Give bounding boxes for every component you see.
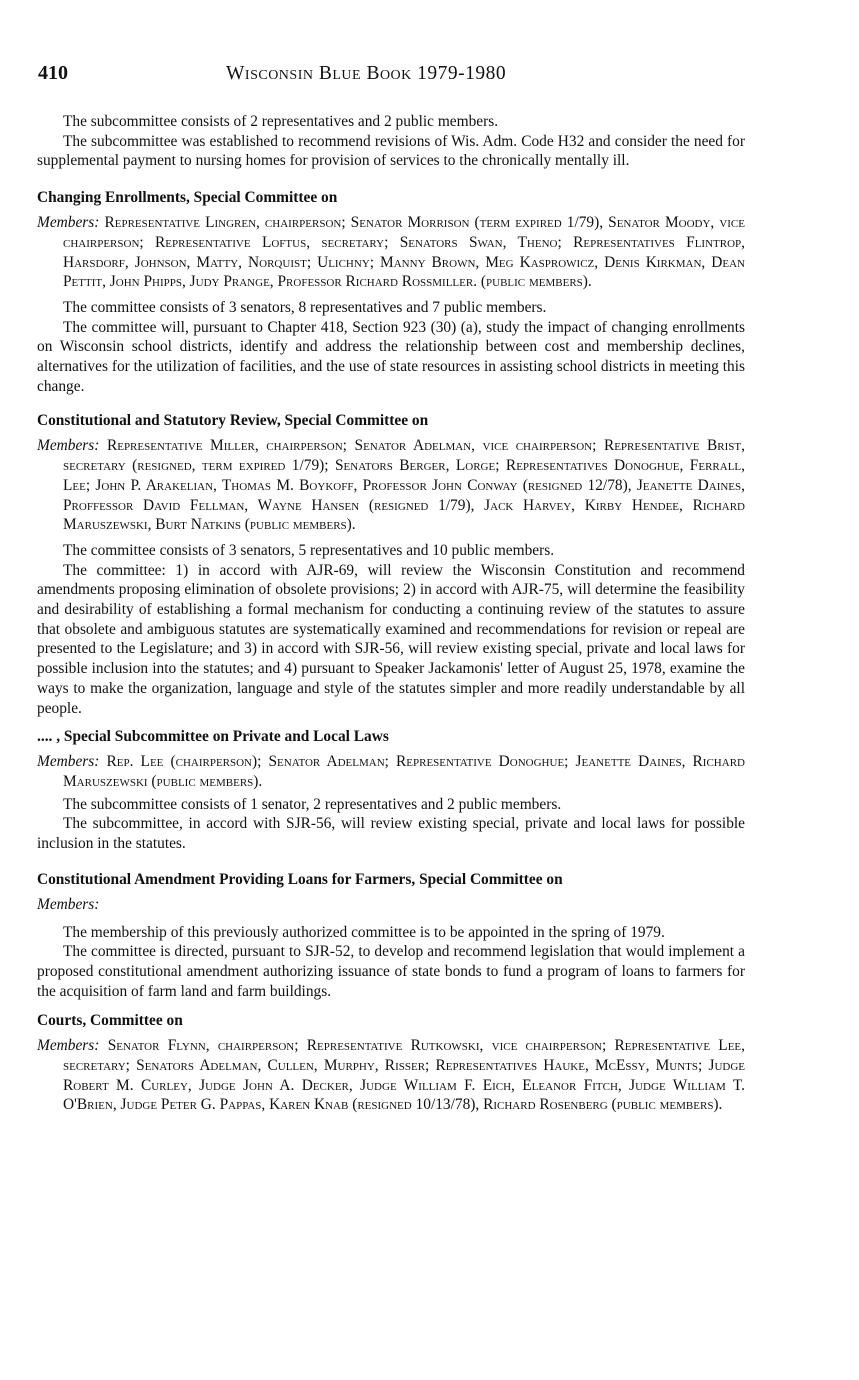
section-heading-courts: Courts, Committee on xyxy=(37,1012,183,1030)
running-title: Wisconsin Blue Book 1979-1980 xyxy=(226,63,507,84)
members-list: Senator Flynn, chairperson; Representative Rutkowski, vice chairperson; Representative Lee, secretary; Senators Adelman, Cullen, Murphy, Risser; Representatives Hauke, McEssy, Munts; Judge Robert M. Curley, Judge John A. Decker, Judge William F. Eich, Eleanor Fitch, Judge William T. O'Brien, Judge Peter G. Pappas, Karen Knab (resigned 10/13/78), Richard Rosenberg (public members). xyxy=(63,1037,745,1114)
page-header xyxy=(37,62,745,92)
members-label: Members: xyxy=(37,214,100,232)
enroll-purpose: The committee will, pursuant to Chapter 418, Section 923 (30) (a), study the impact of changing enrollments on Wisconsin school districts, identify and address the relationship between cost and membership declines, alternatives for the utilization of facilities, and the use of state resources in assisting school districts in meeting this change. xyxy=(37,318,745,395)
const-purpose: The committee: 1) in accord with AJR-69, will review the Wisconsin Constitution and recommend amendments proposing elimination of obsolete provisions; 2) in accord with AJR-75, will determine the feasibility and desirability of establishing a formal mechanism for conducting a continuing review of the statutes to assure that obsolete and ambiguous statutes are systematically examined and recommendations for revision or repeal are presented to the Legislature; and 3) in accord with SJR-56, will review existing special, private and local laws for possible inclusion into the statutes; and 4) pursuant to Speaker Jackamonis' letter of August 25, 1978, examine the ways to make the organization, language and style of the statutes simpler and more readily understandable by all people. xyxy=(37,561,745,717)
intro-paragraph-2: The subcommittee was established to recommend revisions of Wis. Adm. Code H32 and consider the need for supplemental payment to nursing homes for provision of services to the chronically mentally ill. xyxy=(37,132,745,170)
section-heading-changing-enrollments: Changing Enrollments, Special Committee on xyxy=(37,189,338,207)
farm-membership: The membership of this previously authorized committee is to be appointed in the spring of 1979. xyxy=(63,923,665,941)
enroll-composition: The committee consists of 3 senators, 8 representatives and 7 public members. xyxy=(63,298,547,316)
members-list: Representative Lingren, chairperson; Senator Morrison (term expired 1/79), Senator Moody, vice chairperson; Representative Loftus, secretary; Senators Swan, Theno; Representatives Flintrop, Harsdorf, Johnson, Matty, Norquist; Ulichny; Manny Brown, Meg Kasprowicz, Denis Kirkman, Dean Pettit, John Phipps, Judy Prange, Professor Richard Rossmiller. (public members). xyxy=(63,214,745,291)
members-label: Members: xyxy=(37,437,100,455)
section-heading-constitutional-review: Constitutional and Statutory Review, Special Committee on xyxy=(37,412,429,430)
members-label: Members: xyxy=(37,1037,100,1055)
members-list: Rep. Lee (chairperson); Senator Adelman; Representative Donoghue; Jeanette Daines, Richard Maruszewski (public members). xyxy=(63,753,745,790)
members-label: Members: xyxy=(37,895,100,913)
farm-purpose: The committee is directed, pursuant to SJR-52, to develop and recommend legislation that would implement a proposed constitutional amendment authorizing issuance of state bonds to fund a program of loans to farmers for the acquisition of farm land and farm buildings. xyxy=(37,943,745,1000)
members-private-local-laws xyxy=(37,752,745,791)
members-list: Representative Miller, chairperson; Senator Adelman, vice chairperson; Representative Brist, secretary (resigned, term expired 1/79); Senators Berger, Lorge; Representatives Donoghue, Ferrall, Lee; John P. Arakelian, Thomas M. Boykoff, Professor John Conway (resigned 12/78), Jeanette Daines, Proffessor David Fellman, Wayne Hansen (resigned 1/79), Jack Harvey, Kirby Hendee, Richard Maruszewski, Burt Natkins (public members). xyxy=(63,437,745,534)
members-changing-enrollments xyxy=(37,213,745,292)
members-label: Members: xyxy=(37,753,100,771)
members-courts xyxy=(37,1036,745,1115)
const-composition: The committee consists of 3 senators, 5 representatives and 10 public members. xyxy=(63,541,555,559)
intro-paragraph-1: The subcommittee consists of 2 representatives and 2 public members. xyxy=(63,113,499,130)
members-constitutional-review xyxy=(37,436,745,535)
document-page xyxy=(37,62,745,1121)
page-number: 410 xyxy=(38,62,68,84)
private-composition: The subcommittee consists of 1 senator, 2 representatives and 2 public members. xyxy=(63,795,562,813)
section-heading-private-local-laws: .... , Special Subcommittee on Private and Local Laws xyxy=(37,728,389,746)
private-purpose: The subcommittee, in accord with SJR-56, will review existing special, private and local laws for possible inclusion in the statutes. xyxy=(37,815,745,853)
section-heading-loans-farmers: Constitutional Amendment Providing Loans for Farmers, Special Committee on xyxy=(37,870,563,888)
members-loans-farmers xyxy=(37,895,745,915)
